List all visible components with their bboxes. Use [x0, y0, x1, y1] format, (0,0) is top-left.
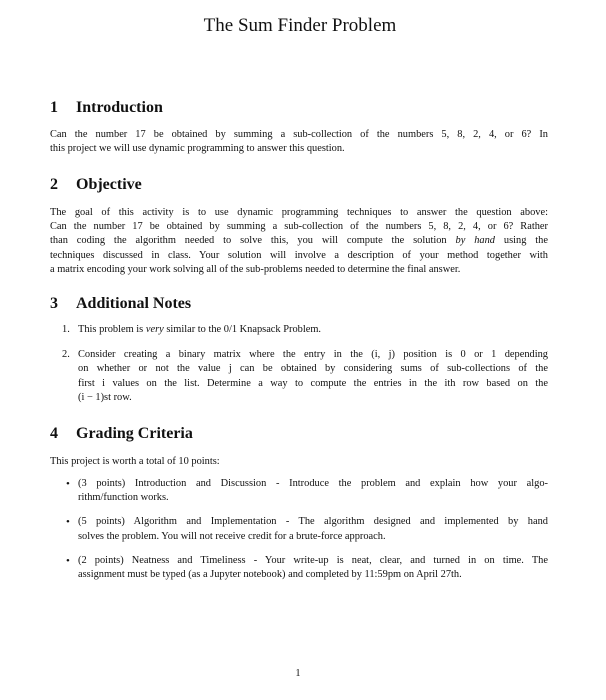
introduction-paragraph: [50, 128, 548, 156]
list-item-line: on whether or not the value j can be obtained by considering sums of sub-collections of the: [78, 363, 548, 375]
list-item-line: assignment must be typed (as a Jupyter notebook) and completed by 11:59pm on April 27th.: [78, 569, 462, 581]
paragraph-line: The goal of this activity is to use dynamic programming techniques to answer the question above:: [50, 207, 548, 218]
paragraph-text: using the: [503, 235, 548, 247]
grading-criteria-list: [50, 477, 548, 582]
document-title: The Sum Finder Problem: [203, 15, 397, 36]
list-marker: 2.: [62, 349, 70, 361]
paragraph-line: techniques discussed in class. Your solution will involve a description of your method together with: [50, 249, 548, 261]
list-item: [50, 323, 548, 337]
paragraph-line: Can the number 17 be obtained by summing a sub-collection of the numbers 5, 8, 2, 4, or 6? Rather: [50, 221, 548, 233]
list-item-line: (5 points) Algorithm and Implementation - The algorithm designed and implemented by hand: [78, 516, 548, 528]
page-number: 1: [295, 668, 301, 679]
list-item-line: [78, 323, 548, 337]
bullet-icon: •: [66, 516, 70, 529]
list-item-text: similar to the 0/1 Knapsack Problem.: [166, 324, 322, 335]
paragraph-line: this project we will use dynamic programming to answer this question.: [50, 143, 345, 155]
section-heading-objective: [50, 176, 142, 194]
grading-item: [50, 554, 548, 582]
paragraph-line: This project is worth a total of 10 points:: [50, 456, 220, 467]
bullet-icon: •: [66, 554, 70, 567]
section-number: 3: [50, 295, 58, 312]
section-heading-additional-notes: [50, 295, 191, 313]
list-item-line: solves the problem. You will not receive credit for a brute-force approach.: [78, 530, 386, 542]
list-item-line: (3 points) Introduction and Discussion - Introduce the problem and explain how your algo-: [78, 478, 548, 489]
list-item-text: This problem is: [78, 324, 144, 335]
emphasis-text: very: [145, 324, 164, 335]
additional-notes-list: [50, 323, 548, 405]
section-heading-introduction: [50, 99, 163, 117]
section-number: 4: [50, 425, 58, 442]
list-item-line: rithm/function works.: [78, 492, 169, 504]
section-number: 2: [50, 176, 58, 193]
list-item-line: Consider creating a binary matrix where the entry in the (i, j) position is 0 or 1 depending: [78, 349, 548, 361]
section-title: Grading Criteria: [76, 425, 193, 442]
section-title: Additional Notes: [76, 295, 192, 312]
objective-paragraph: [50, 206, 548, 277]
emphasis-text: by hand: [455, 235, 495, 247]
section-title: Introduction: [76, 99, 163, 116]
paragraph-line: a matrix encoding your work solving all of the sub-problems needed to determine the final answer.: [50, 263, 461, 275]
list-marker: 1.: [62, 324, 70, 335]
grading-item: [50, 477, 548, 505]
grading-intro: [50, 455, 548, 469]
bullet-icon: •: [66, 478, 70, 490]
section-title: Objective: [76, 176, 142, 193]
grading-item: [50, 515, 548, 543]
list-item-line: first i values on the list. Determine a way to compute the entries in the ith row based on the: [78, 377, 548, 389]
section-number: 1: [50, 99, 58, 116]
paragraph-line: [50, 234, 548, 248]
list-item-line: (2 points) Neatness and Timeliness - Your write-up is neat, clear, and turned in on time. The: [78, 554, 548, 566]
paragraph-line: Can the number 17 be obtained by summing a sub-collection of the numbers 5, 8, 2, 4, or 6? In: [50, 129, 548, 140]
list-item-line: (i − 1)st row.: [78, 391, 132, 403]
section-heading-grading-criteria: [50, 425, 193, 443]
list-item: [50, 348, 548, 405]
paragraph-text: than coding the algorithm needed to solve this, you will compute the solution: [50, 235, 447, 247]
